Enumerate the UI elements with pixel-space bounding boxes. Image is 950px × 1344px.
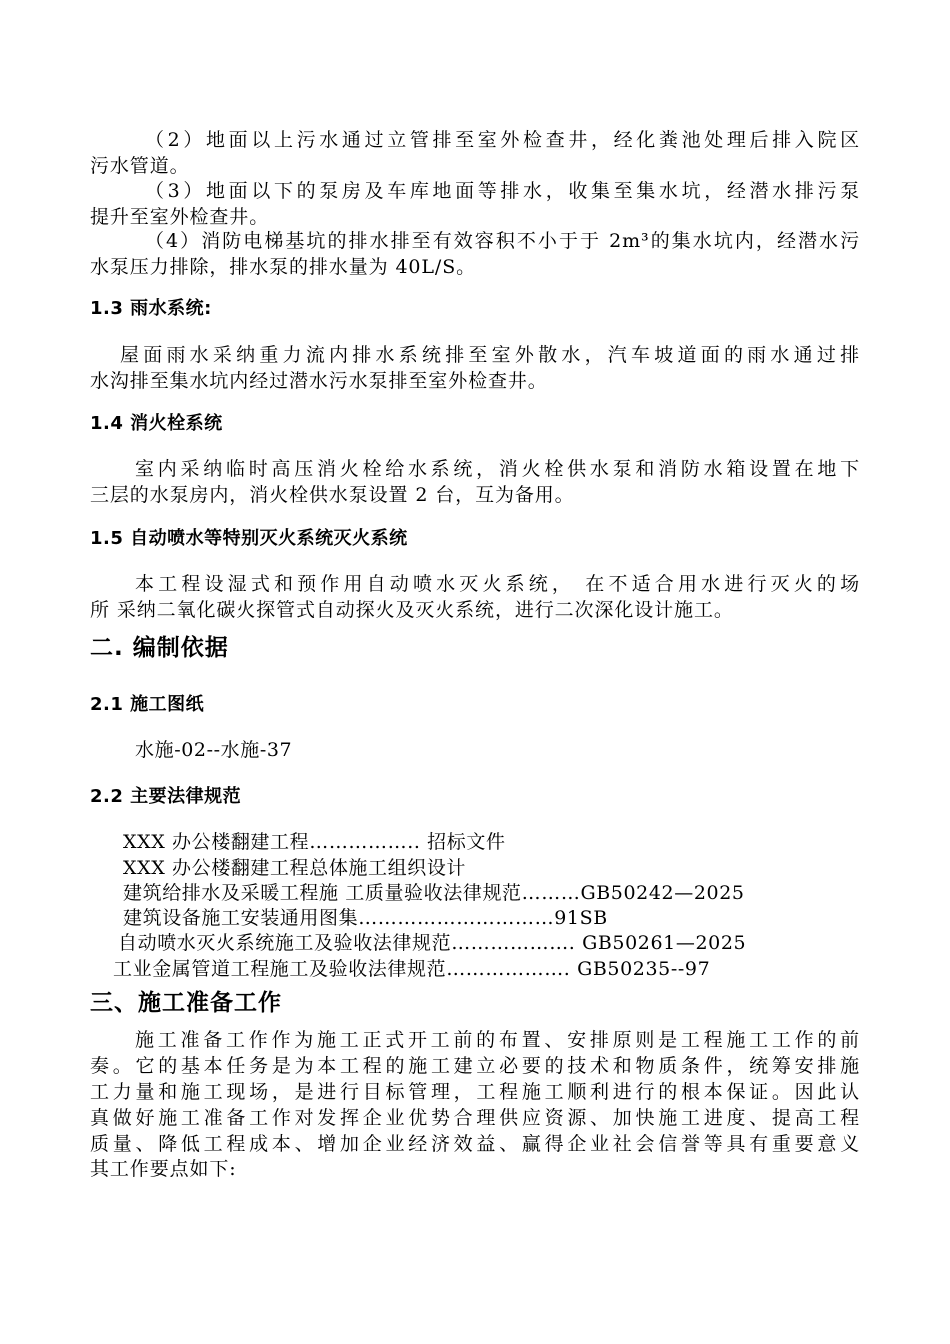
p15-line-1: 本工程设湿式和预作用自动喷水灭火系统， 在不适合用水进行灭火的场 (135, 573, 860, 595)
heading-2-1: 2.1 施工图纸 (90, 694, 205, 715)
s3-line-1: 施工准备工作作为施工正式开工前的布置、安排原则是工程施工工作的前 (135, 1029, 860, 1051)
heading-1-3: 1.3 雨水系统: (90, 298, 212, 319)
section-3-title: 三、施工准备工作 (90, 990, 282, 1016)
section-2-title: 二. 编制依据 (90, 635, 229, 661)
heading-1-4: 1.4 消火栓系统 (90, 413, 223, 434)
s3-line-3: 工力量和施工现场，是进行目标管理，工程施工顺利进行的根本保证。因此认 (90, 1081, 860, 1103)
p15-line-2: 所 采纳二氧化碳火探管式自动探火及灭火系统，进行二次深化设计施工。 (90, 599, 734, 621)
s3-line-6: 其工作要点如下: (90, 1158, 237, 1180)
p13-line-2: 水沟排至集水坑内经过潜水污水泵排至室外检查井。 (90, 370, 548, 392)
ref-item-3: 建筑给排水及采暖工程施 工质量验收法律规范………GB50242—2025 (123, 882, 745, 904)
item-3-line-1: （3）地面以下的泵房及车库地面等排水，收集至集水坑，经潜水排污泵 (145, 180, 860, 202)
s3-line-4: 真做好施工准备工作对发挥企业优势合理供应资源、加快施工进度、提高工程 (90, 1107, 860, 1129)
item-4-line-2: 水泵压力排除，排水泵的排水量为 40L/S。 (90, 256, 477, 278)
ref-item-5: 自动喷水灭火系统施工及验收法律规范………………. GB50261—2025 (118, 932, 747, 954)
ref-item-4: 建筑设备施工安装通用图集…………………………91SB (123, 907, 608, 929)
ref-item-2: XXX 办公楼翻建工程总体施工组织设计 (123, 857, 467, 879)
ref-item-1: XXX 办公楼翻建工程…………….. 招标文件 (123, 831, 506, 853)
item-4-line-1: （4）消防电梯基坑的排水排至有效容积不小于于 2m³的集水坑内，经潜水污 (145, 230, 860, 252)
drawing-range: 水施-02--水施-37 (135, 739, 293, 761)
ref-item-6: 工业金属管道工程施工及验收法律规范………………. GB50235--97 (113, 958, 711, 980)
s3-line-5: 质量、降低工程成本、增加企业经济效益、赢得企业社会信誉等具有重要意义 (90, 1133, 860, 1155)
p14-line-2: 三层的水泵房内，消火栓供水泵设置 2 台，互为备用。 (90, 484, 575, 506)
p13-line-1: 屋面雨水采纳重力流内排水系统排至室外散水，汽车坡道面的雨水通过排 (120, 344, 860, 366)
item-3-line-2: 提升至室外检查井。 (90, 206, 270, 228)
item-2-line-2: 污水管道。 (90, 155, 190, 177)
heading-2-2: 2.2 主要法律规范 (90, 786, 242, 807)
item-2-line-1: （2）地面以上污水通过立管排至室外检查井，经化粪池处理后排入院区 (145, 129, 860, 151)
p14-line-1: 室内采纳临时高压消火栓给水系统，消火栓供水泵和消防水箱设置在地下 (135, 458, 860, 480)
heading-1-5: 1.5 自动喷水等特别灭火系统灭火系统 (90, 528, 408, 549)
s3-line-2: 奏。它的基本任务是为本工程的施工建立必要的技术和物质条件，统筹安排施 (90, 1055, 860, 1077)
